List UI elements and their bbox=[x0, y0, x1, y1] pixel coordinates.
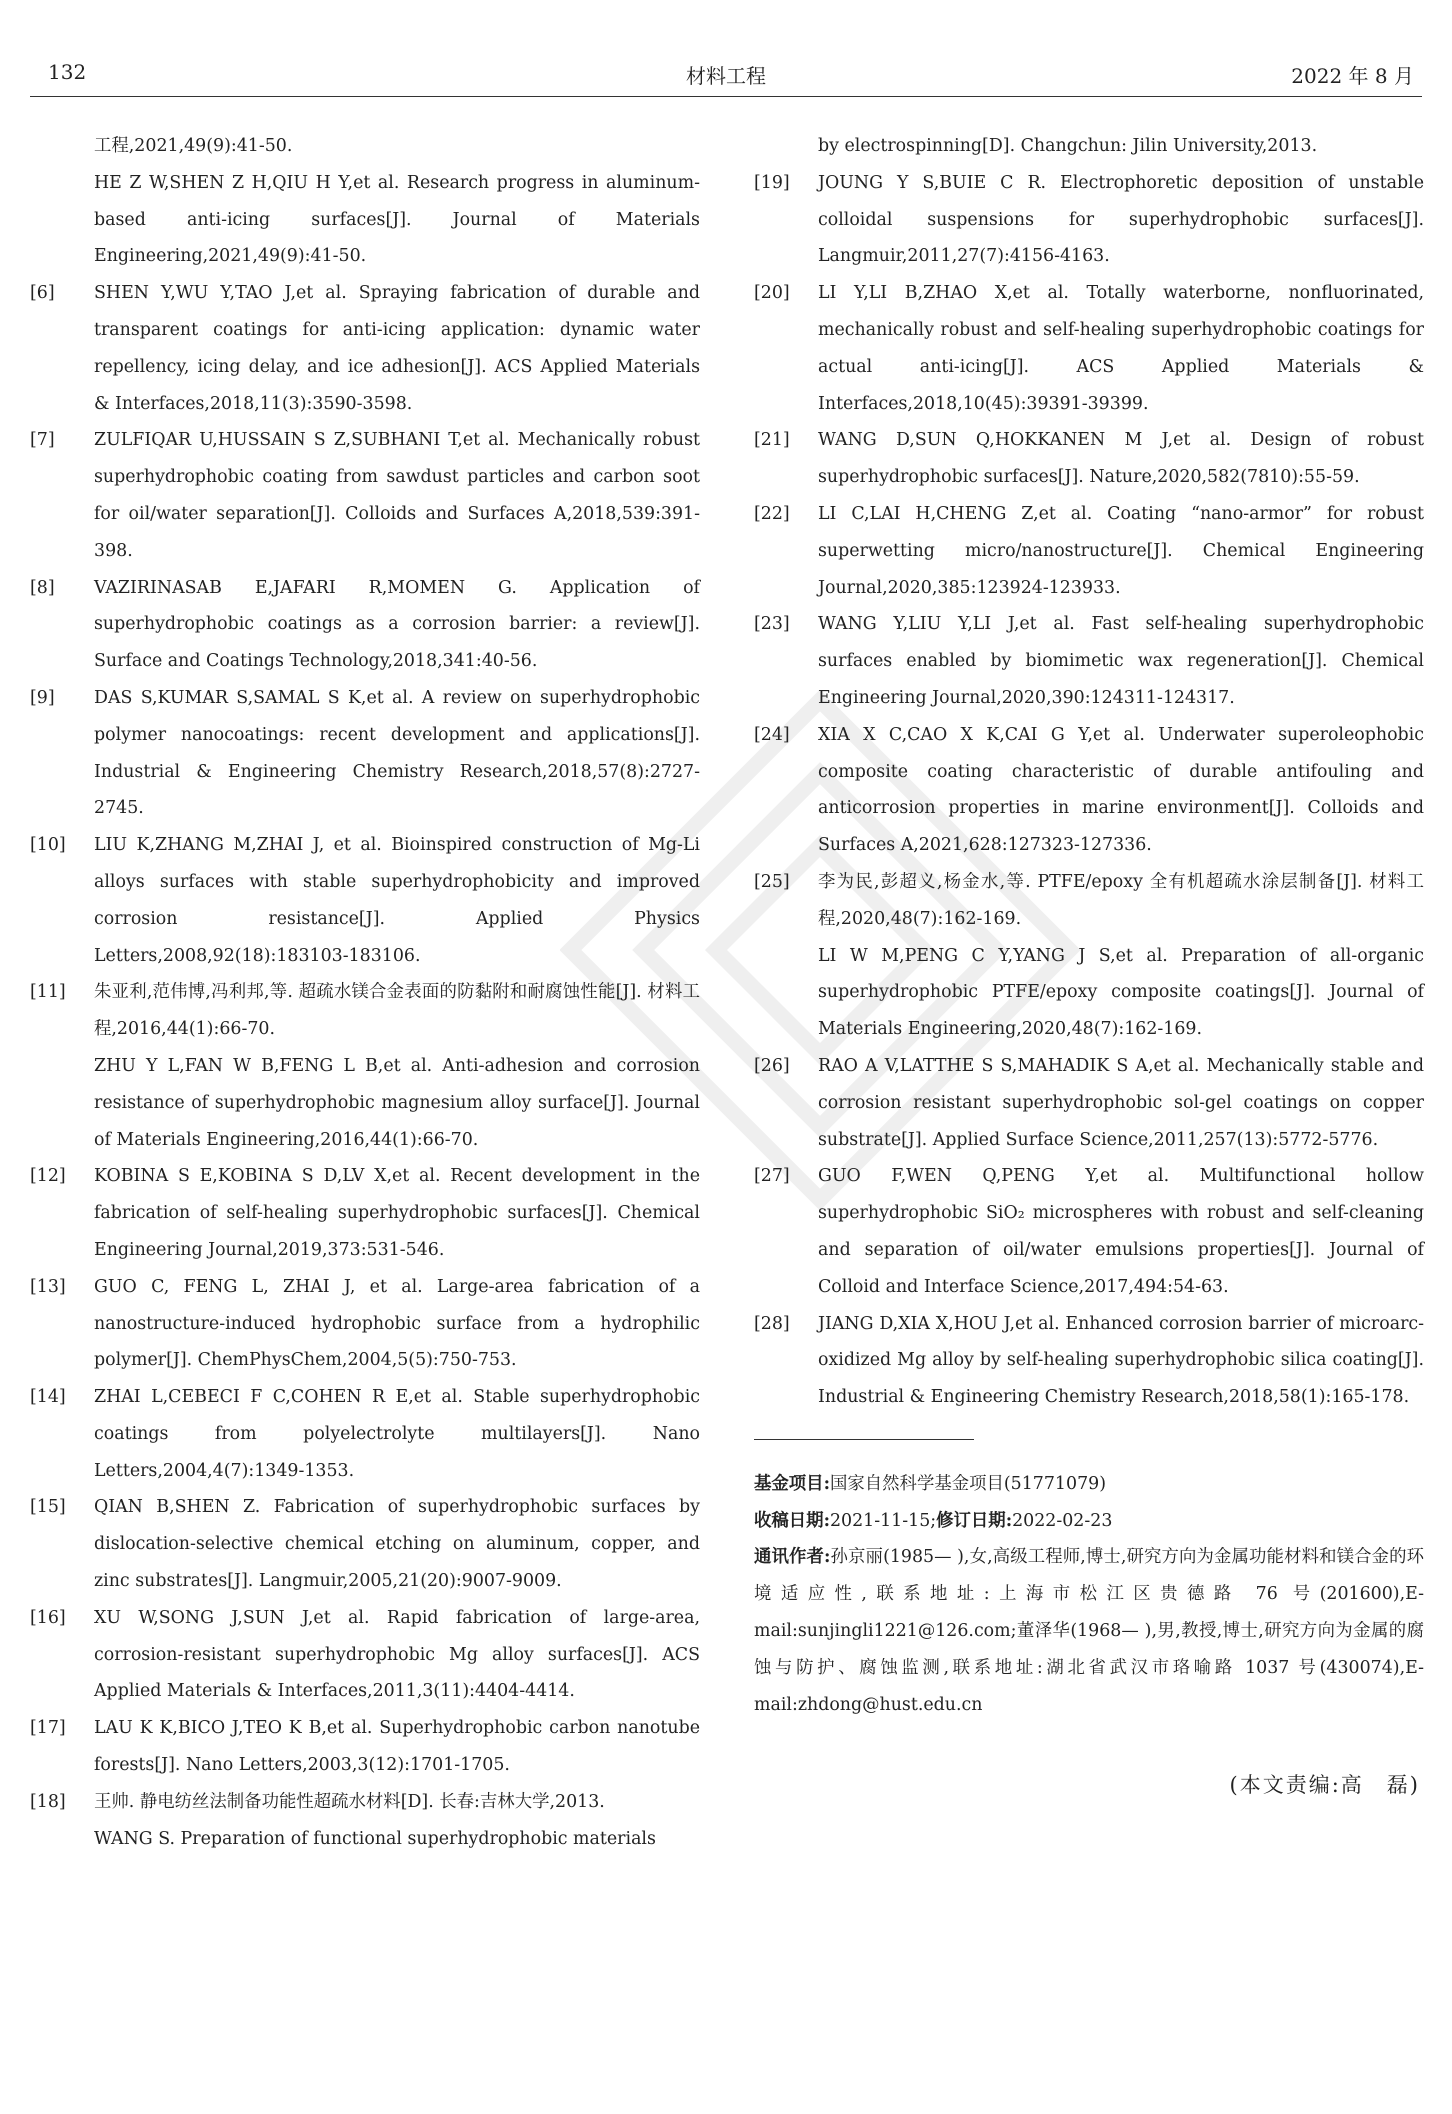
reference-number: [22] bbox=[754, 503, 790, 524]
reference-text: GUO F,WEN Q,PENG Y,et al. Multifunctional hollow superhydrophobic SiO₂ microspheres with robust and self-cleaning and separation of oil/water emulsions properties[J]. Journal of Colloid and Interface Science,2017,494:54-63. bbox=[818, 1166, 1424, 1297]
reference-item bbox=[30, 1379, 700, 1489]
revised-date: 2022-02-23 bbox=[1012, 1510, 1113, 1531]
reference-text: LI W M,PENG C Y,YANG J S,et al. Preparation of all-organic superhydrophobic PTFE/epoxy composite coatings[J]. Journal of Materials Engineering,2020,48(7):162-169. bbox=[818, 945, 1424, 1040]
reference-text: WANG S. Preparation of functional superhydrophobic materials bbox=[94, 1828, 656, 1849]
reference-text: WANG D,SUN Q,HOKKANEN M J,et al. Design of robust superhydrophobic surfaces[J]. Nature,2020,582(7810):55-59. bbox=[818, 430, 1424, 488]
reference-number: [18] bbox=[30, 1791, 66, 1812]
reference-item bbox=[30, 128, 700, 275]
reference-number: [26] bbox=[754, 1055, 790, 1076]
funding-label: 基金项目: bbox=[754, 1473, 830, 1494]
reference-number: [8] bbox=[30, 577, 55, 598]
reference-text: DAS S,KUMAR S,SAMAL S K,et al. A review on superhydrophobic polymer nanocoatings: recent development and applications[J]. Industrial & Engineering Chemistry Research,2018,57(8):2727-2745. bbox=[94, 687, 700, 819]
reference-text: VAZIRINASAB E,JAFARI R,MOMEN G. Application of superhydrophobic coatings as a corrosion barrier: a review[J]. Surface and Coatings Technology,2018,341:40-56. bbox=[94, 577, 700, 672]
received-date: 2021-11-15; bbox=[829, 1510, 937, 1531]
reference-item bbox=[30, 1710, 700, 1784]
reference-item bbox=[30, 680, 700, 827]
reference-text: LI Y,LI B,ZHAO X,et al. Totally waterborne, nonfluorinated, mechanically robust and self-healing superhydrophobic coatings for actual anti-icing[J]. ACS Applied Materials & Interfaces,2018,10(45):39391-39399. bbox=[818, 283, 1424, 414]
journal-title: 材料工程 bbox=[686, 64, 766, 88]
reference-item bbox=[754, 422, 1424, 496]
reference-item bbox=[754, 128, 1424, 165]
funding-line bbox=[754, 1466, 1424, 1503]
reference-item bbox=[754, 1158, 1424, 1305]
footnote-rule bbox=[754, 1439, 974, 1440]
reference-text: 王帅. 静电纺丝法制备功能性超疏水材料[D]. 长春:吉林大学,2013. bbox=[94, 1791, 605, 1812]
reference-text: LI C,LAI H,CHENG Z,et al. Coating “nano-armor” for robust superwetting micro/nanostructure[J]. Chemical Engineering Journal,2020,385:123924-123933. bbox=[818, 503, 1424, 598]
reference-item bbox=[754, 606, 1424, 716]
reference-number: [17] bbox=[30, 1718, 66, 1739]
reference-text: WANG Y,LIU Y,LI J,et al. Fast self-healing superhydrophobic surfaces enabled by biomimetic wax regeneration[J]. Chemical Engineering Journal,2020,390:124311-124317. bbox=[818, 614, 1424, 708]
reference-number: [11] bbox=[30, 982, 66, 1003]
funding-text: 国家自然科学基金项目(51771079) bbox=[829, 1473, 1106, 1494]
reference-number: [13] bbox=[30, 1276, 66, 1297]
reference-number: [21] bbox=[754, 430, 790, 451]
reference-text: GUO C, FENG L, ZHAI J, et al. Large-area fabrication of a nanostructure-induced hydrophobic surface from a hydrophilic polymer[J]. ChemPhysChem,2004,5(5):750-753. bbox=[94, 1276, 700, 1371]
corresponding-author bbox=[754, 1539, 1424, 1723]
reference-item bbox=[30, 1784, 700, 1858]
reference-item bbox=[754, 165, 1424, 275]
page-number: 132 bbox=[48, 60, 87, 84]
reference-text: 李为民,彭超义,杨金水,等. PTFE/epoxy 全有机超疏水涂层制备[J]. 材料工程,2020,48(7):162-169. bbox=[818, 871, 1424, 929]
reference-number: [20] bbox=[754, 283, 790, 304]
reference-number: [19] bbox=[754, 172, 790, 193]
page-header bbox=[30, 58, 1422, 97]
reference-text: JIANG D,XIA X,HOU J,et al. Enhanced corrosion barrier of microarc-oxidized Mg alloy by self-healing superhydrophobic silica coating[J]. Industrial & Engineering Chemistry Research,2018,58(1):165-178. bbox=[818, 1313, 1424, 1408]
reference-item bbox=[754, 864, 1424, 1048]
reference-number: [10] bbox=[30, 835, 66, 856]
reference-number: [25] bbox=[754, 871, 790, 892]
reference-item bbox=[30, 1600, 700, 1710]
reference-text: XU W,SONG J,SUN J,et al. Rapid fabrication of large-area, corrosion-resistant superhydrophobic Mg alloy surfaces[J]. ACS Applied Materials & Interfaces,2011,3(11):4404-4414. bbox=[94, 1607, 700, 1702]
reference-number: [7] bbox=[30, 430, 55, 451]
issue-date: 2022 年 8 月 bbox=[1291, 64, 1414, 88]
reference-text: JOUNG Y S,BUIE C R. Electrophoretic deposition of unstable colloidal suspensions for superhydrophobic surfaces[J]. Langmuir,2011,27(7):4156-4163. bbox=[818, 172, 1424, 267]
reference-text: KOBINA S E,KOBINA S D,LV X,et al. Recent development in the fabrication of self-healing superhydrophobic surfaces[J]. Chemical Engineering Journal,2019,373:531-546. bbox=[94, 1166, 700, 1260]
reference-text: ZULFIQAR U,HUSSAIN S Z,SUBHANI T,et al. Mechanically robust superhydrophobic coating from sawdust particles and carbon soot for oil/water separation[J]. Colloids and Surfaces A,2018,539:391-398. bbox=[94, 430, 700, 561]
received-label: 收稿日期: bbox=[754, 1510, 830, 1531]
reference-text: LAU K K,BICO J,TEO K B,et al. Superhydrophobic carbon nanotube forests[J]. Nano Letters,2003,3(12):1701-1705. bbox=[94, 1718, 700, 1776]
reference-number: [14] bbox=[30, 1387, 66, 1408]
reference-text: 朱亚利,范伟博,冯利邦,等. 超疏水镁合金表面的防黏附和耐腐蚀性能[J]. 材料工程,2016,44(1):66-70. bbox=[94, 982, 700, 1040]
reference-number: [9] bbox=[30, 687, 55, 708]
reference-text: HE Z W,SHEN Z H,QIU H Y,et al. Research progress in aluminum-based anti-icing surfaces[J]. Journal of Materials Engineering,2021,49(9):41-50. bbox=[94, 172, 700, 267]
corresponding-text: 孙京丽(1985— ),女,高级工程师,博士,研究方向为金属功能材料和镁合金的环境适应性,联系地址:上海市松江区贵德路 76 号(201600),E-mail:sunjingli1221@126.com;董泽华(1968— ),男,教授,博士,研究方向为金属的腐蚀与防护、腐蚀监测,联系地址:湖北省武汉市珞喻路 1037 号(430074),E-mail:zhdong@hust.edu.cn bbox=[754, 1547, 1424, 1715]
article-footnotes bbox=[754, 1466, 1424, 1724]
reference-number: [24] bbox=[754, 724, 790, 745]
reference-item bbox=[30, 827, 700, 974]
reference-text: ZHU Y L,FAN W B,FENG L B,et al. Anti-adhesion and corrosion resistance of superhydrophobic magnesium alloy surface[J]. Journal of Materials Engineering,2016,44(1):66-70. bbox=[94, 1055, 700, 1150]
reference-item bbox=[30, 1158, 700, 1268]
reference-text: ZHAI L,CEBECI F C,COHEN R E,et al. Stable superhydrophobic coatings from polyelectrolyte multilayers[J]. Nano Letters,2004,4(7):1349-1353. bbox=[94, 1387, 700, 1481]
reference-number: [16] bbox=[30, 1607, 66, 1628]
reference-item bbox=[754, 1306, 1424, 1416]
editor-credit: (本文责编:高 磊) bbox=[1229, 1773, 1420, 1798]
right-column bbox=[754, 128, 1424, 1804]
reference-item bbox=[30, 570, 700, 680]
reference-text: 工程,2021,49(9):41-50. bbox=[94, 136, 293, 156]
reference-text: by electrospinning[D]. Changchun: Jilin University,2013. bbox=[818, 136, 1318, 156]
revised-label: 修订日期: bbox=[936, 1510, 1013, 1531]
reference-number: [12] bbox=[30, 1166, 66, 1187]
references-right-column bbox=[754, 128, 1424, 1416]
reference-item bbox=[30, 275, 700, 422]
dates-line bbox=[754, 1503, 1424, 1540]
corresponding-label: 通讯作者: bbox=[754, 1547, 831, 1568]
reference-item bbox=[754, 717, 1424, 864]
reference-item bbox=[30, 422, 700, 569]
reference-number: [6] bbox=[30, 283, 55, 304]
reference-text: RAO A V,LATTHE S S,MAHADIK S A,et al. Mechanically stable and corrosion resistant superhydrophobic sol-gel coatings on copper substrate[J]. Applied Surface Science,2011,257(13):5772-5776. bbox=[818, 1055, 1424, 1150]
reference-text: QIAN B,SHEN Z. Fabrication of superhydrophobic surfaces by dislocation-selective chemical etching on aluminum, copper, and zinc substrates[J]. Langmuir,2005,21(20):9007-9009. bbox=[94, 1497, 700, 1592]
reference-number: [15] bbox=[30, 1497, 66, 1518]
reference-text: LIU K,ZHANG M,ZHAI J, et al. Bioinspired construction of Mg-Li alloys surfaces with stable superhydrophobicity and improved corrosion resistance[J]. Applied Physics Letters,2008,92(18):183103-183106. bbox=[94, 835, 700, 966]
reference-number: [27] bbox=[754, 1166, 790, 1187]
reference-text: XIA X C,CAO X K,CAI G Y,et al. Underwater superoleophobic composite coating characteristic of durable antifouling and anticorrosion properties in marine environment[J]. Colloids and Surfaces A,2021,628:127323-127336. bbox=[818, 724, 1424, 856]
reference-text: SHEN Y,WU Y,TAO J,et al. Spraying fabrication of durable and transparent coatings for anti-icing application: dynamic water repellency, icing delay, and ice adhesion[J]. ACS Applied Materials & Interfaces,2018,11(3):3590-3598. bbox=[94, 283, 700, 414]
reference-item bbox=[30, 1269, 700, 1379]
reference-item bbox=[754, 1048, 1424, 1158]
reference-item bbox=[754, 496, 1424, 606]
reference-number: [28] bbox=[754, 1313, 790, 1334]
reference-item bbox=[30, 1489, 700, 1599]
reference-number: [23] bbox=[754, 614, 790, 635]
reference-item bbox=[30, 974, 700, 1158]
reference-item bbox=[754, 275, 1424, 422]
references-left-column bbox=[30, 128, 700, 1857]
